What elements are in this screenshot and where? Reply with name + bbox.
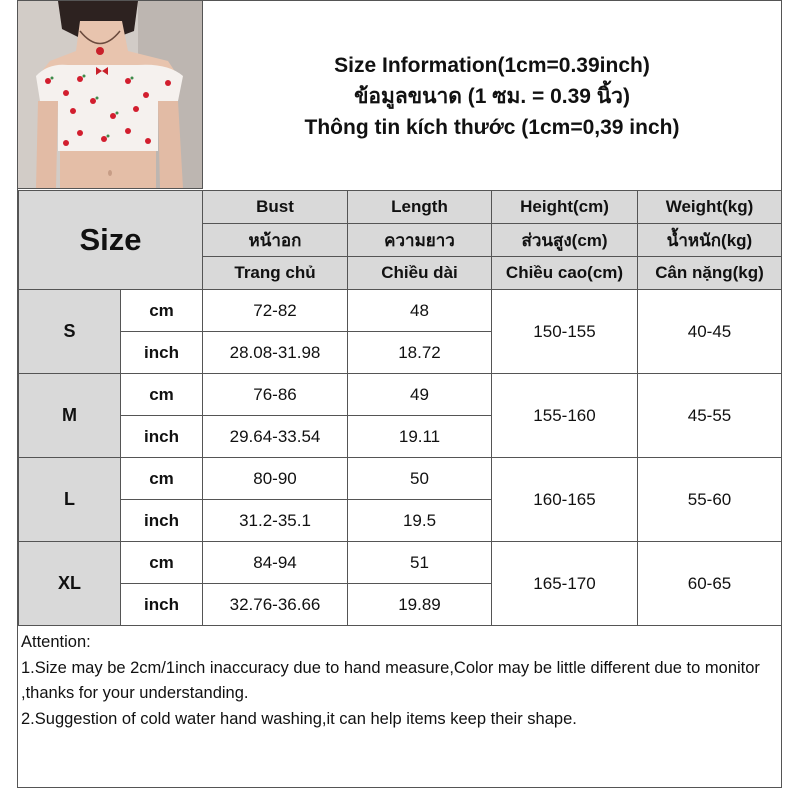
header-row-english [19, 191, 782, 224]
column-header-length-vietnamese: Chiều dài [348, 257, 492, 290]
size-information-title [203, 1, 781, 192]
height-value: 150-155 [492, 290, 638, 374]
size-table [18, 190, 782, 626]
column-header-length-thai: ความยาว [348, 224, 492, 257]
length-inch-value: 19.11 [348, 416, 492, 458]
title-english: Size Information(1cm=0.39inch) [334, 53, 650, 77]
weight-value: 45-55 [638, 374, 782, 458]
column-header-bust-vietnamese: Trang chủ [203, 257, 348, 290]
column-header-height: Height(cm) [492, 191, 638, 224]
bust-cm-value: 80-90 [203, 458, 348, 500]
product-photo-icon [18, 1, 202, 188]
bust-cm-value: 76-86 [203, 374, 348, 416]
column-header-bust: Bust [203, 191, 348, 224]
unit-cm: cm [121, 374, 203, 416]
length-inch-value: 19.89 [348, 584, 492, 626]
bust-inch-value: 32.76-36.66 [203, 584, 348, 626]
attention-notes [21, 630, 779, 732]
length-inch-value: 19.5 [348, 500, 492, 542]
weight-value: 60-65 [638, 542, 782, 626]
height-value: 160-165 [492, 458, 638, 542]
size-label-xl: XL [19, 542, 121, 626]
weight-value: 55-60 [638, 458, 782, 542]
column-header-height-thai: ส่วนสูง(cm) [492, 224, 638, 257]
unit-inch: inch [121, 584, 203, 626]
bust-inch-value: 31.2-35.1 [203, 500, 348, 542]
attention-note-2: 2.Suggestion of cold water hand washing,it can help items keep their shape. [21, 709, 577, 728]
length-cm-value: 49 [348, 374, 492, 416]
weight-value: 40-45 [638, 290, 782, 374]
table-row [19, 374, 782, 416]
bust-inch-value: 28.08-31.98 [203, 332, 348, 374]
product-photo [18, 1, 203, 189]
table-row [19, 542, 782, 584]
bust-inch-value: 29.64-33.54 [203, 416, 348, 458]
column-header-bust-thai: หน้าอก [203, 224, 348, 257]
column-header-weight-vietnamese: Cân nặng(kg) [638, 257, 782, 290]
size-label-s: S [19, 290, 121, 374]
length-cm-value: 51 [348, 542, 492, 584]
length-inch-value: 18.72 [348, 332, 492, 374]
unit-cm: cm [121, 542, 203, 584]
unit-inch: inch [121, 500, 203, 542]
column-header-weight-thai: น้ำหนัก(kg) [638, 224, 782, 257]
size-label-m: M [19, 374, 121, 458]
height-value: 165-170 [492, 542, 638, 626]
title-thai: ข้อมูลขนาด (1 ซม. = 0.39 นิ้ว) [354, 84, 630, 108]
column-header-length: Length [348, 191, 492, 224]
attention-note-1: 1.Size may be 2cm/1inch inaccuracy due to hand measure,Color may be little different due to monitor ,thanks for your understanding. [21, 658, 760, 702]
size-column-header: Size [19, 191, 203, 290]
length-cm-value: 48 [348, 290, 492, 332]
column-header-weight: Weight(kg) [638, 191, 782, 224]
table-row [19, 458, 782, 500]
table-row [19, 290, 782, 332]
height-value: 155-160 [492, 374, 638, 458]
unit-inch: inch [121, 416, 203, 458]
column-header-height-vietnamese: Chiều cao(cm) [492, 257, 638, 290]
unit-inch: inch [121, 332, 203, 374]
unit-cm: cm [121, 290, 203, 332]
attention-heading: Attention: [21, 633, 91, 651]
bust-cm-value: 72-82 [203, 290, 348, 332]
length-cm-value: 50 [348, 458, 492, 500]
title-vietnamese: Thông tin kích thước (1cm=0,39 inch) [304, 115, 680, 139]
size-label-l: L [19, 458, 121, 542]
unit-cm: cm [121, 458, 203, 500]
bust-cm-value: 84-94 [203, 542, 348, 584]
